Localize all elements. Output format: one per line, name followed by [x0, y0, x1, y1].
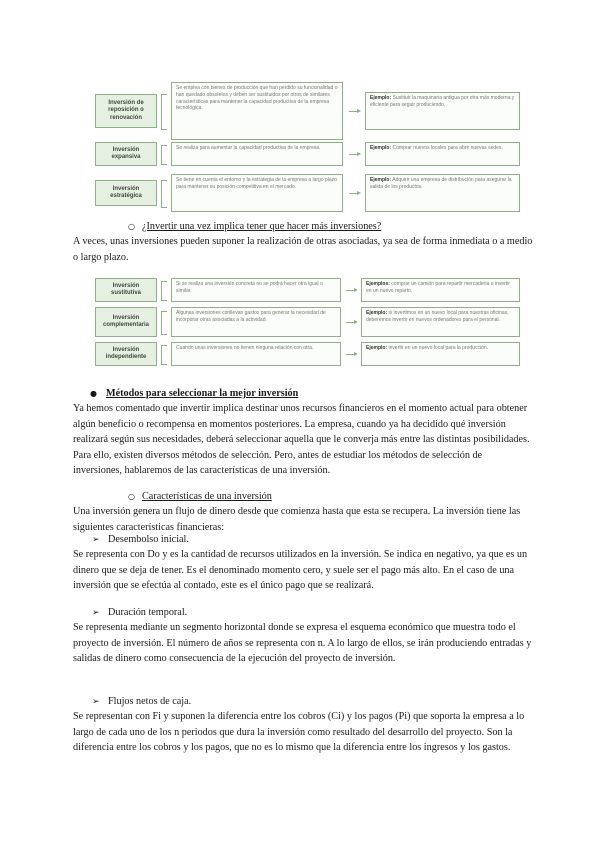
heading-text: Métodos para seleccionar la mejor inversión: [106, 388, 299, 399]
circle-bullet-icon: ○: [128, 222, 135, 231]
item-title: Duración temporal.: [108, 607, 188, 618]
diagram-label: Inversión estratégica: [95, 180, 157, 206]
section-heading-methods: [90, 386, 298, 401]
item-title: Desembolso inicial.: [108, 534, 189, 545]
arrow-connector: [346, 322, 356, 323]
arrowhead-icon: ➢: [92, 608, 100, 618]
example-text: Adquirir una empresa de distribución para asegurar la salida de los productos.: [370, 177, 512, 190]
connector: [161, 311, 167, 335]
diagram-example: [361, 342, 520, 366]
item-duracion: [92, 605, 187, 621]
diagram-description: Se realiza para aumentar la capacidad productiva de la empresa.: [171, 142, 343, 166]
example-title: Ejemplo:: [370, 145, 392, 151]
example-text: Sustituir la maquinaria antigua por otra más moderna y eficiente para seguir produciendo.: [370, 95, 515, 108]
diagram-label: Inversión sustitutiva: [95, 278, 157, 302]
paragraph-characteristics: Una inversión genera un flujo de dinero desde que comienza hasta que esta se recupera. La inversión tiene las siguientes características financieras:: [73, 506, 521, 533]
paragraph-methods: Ya hemos comentado que invertir implica destinar unos recursos financieros en el momento actual para obtener algún beneficio o recompensa en momentos posteriores. La empresa, cuando ya ha decidido qué inversión realizará según sus necesidades, deberá seleccionar aquella que le converja más entre las distintas posibilidades. Para ello, existen diversos métodos de selección. Pero, antes de estudiar los métodos de selección de inversiones, hablaremos de las características de una inversión.: [73, 403, 530, 476]
item-desembolso: [92, 532, 189, 548]
diagram-row-independiente: [95, 342, 520, 366]
diagram-label: Inversión expansiva: [95, 142, 157, 166]
paragraph-question: A veces, unas inversiones pueden suponer la realización de otras asociadas, ya sea de forma inmediata o a medio o largo plazo.: [73, 236, 533, 263]
item-title: Flujos netos de caja.: [108, 696, 192, 707]
subheading-text: ¿Invertir una vez implica tener que hacer más inversiones?: [142, 221, 382, 232]
diagram-description: Algunas inversiones conllevan gastos para generar la necesidad de incorporar otras asociadas a la actividad.: [171, 307, 341, 337]
diagram-row-sustitutiva: [95, 278, 520, 302]
example-title: Ejemplo:: [370, 95, 392, 101]
investment-types-diagram: [95, 82, 520, 212]
connector: [161, 281, 167, 301]
diagram-description: Si se realiza una inversión concreta no se podrá hacer otra igual o similar.: [171, 278, 341, 302]
diagram-description: Cuando unas inversiones no tienen ninguna relación con otra.: [171, 342, 341, 366]
paragraph-duracion: Se representa mediante un segmento horizontal donde se expresa el esquema económico que muestra todo el proyecto de inversión. El número de años se representa con n. A lo largo de ellos, se irán produciendo entradas y salidas de dinero como consecuencia de la ejecución del proyecto de inversión.: [73, 622, 532, 664]
item-flujos: [92, 694, 191, 710]
circle-bullet-icon: ○: [128, 492, 135, 501]
arrow-connector: [349, 193, 359, 194]
subheading-text: Características de una inversión: [142, 491, 272, 502]
diagram-example: [361, 307, 520, 337]
example-text: Comprar nuevos locales para abrir nuevas sedes.: [392, 145, 503, 151]
example-title: Ejemplo:: [370, 177, 392, 183]
example-title: Ejemplos:: [366, 281, 390, 287]
connector: [161, 180, 167, 208]
paragraph-flujos: Se representan con Fi y suponen la diferencia entre los cobros (Ci) y los pagos (Pi) que soporta la empresa a lo largo de cada uno de los n periodos que dura la inversión como resultado del desarrollo del proyecto. Son la diferencia entre los cobros y los pagos, que no es lo mismo que la diferencia entre los ingresos y los gastos.: [73, 711, 525, 753]
subheading-characteristics: [128, 489, 272, 504]
arrow-connector: [349, 154, 359, 155]
diagram-row-reposicion: [95, 82, 520, 140]
diagram-example: [361, 278, 520, 302]
example-text: invertir en un nuevo local para la producción.: [388, 345, 489, 351]
connector: [161, 94, 167, 130]
arrow-connector: [346, 354, 356, 355]
diagram-description: Se emplea con bienes de producción que han perdido su funcionalidad o han quedado obsoletos y deben ser sustituidos por otros de similares características para mantener la capacidad productiva de la empresa tecnológica.: [171, 82, 343, 140]
subheading-question: [128, 219, 381, 234]
diagram-label: Inversión independiente: [95, 342, 157, 366]
arrowhead-icon: ➢: [92, 535, 100, 545]
diagram-example: [365, 142, 520, 166]
diagram-label: Inversión de reposición o renovación: [95, 94, 157, 128]
example-text: comprar un camión para repartir mercadería o invertir en un nuevo reparto.: [366, 281, 510, 294]
paragraph-desembolso: Se representa con Do y es la cantidad de recursos utilizados en la inversión. Se indica en negativo, ya que es un dinero que se deja de tener. Es el denominado momento cero, y suele ser el pago más alto. En el caso de una inversión que se efectúa al contado, este es el único pago que se realizará.: [73, 549, 528, 591]
arrow-connector: [349, 111, 359, 112]
diagram-row-estrategica: [95, 174, 520, 212]
example-title: Ejemplo:: [366, 345, 388, 351]
arrowhead-icon: ➢: [92, 697, 100, 707]
diagram-label: Inversión complementaria: [95, 307, 157, 337]
connector: [161, 145, 167, 165]
diagram-example: [365, 174, 520, 212]
diagram-row-complementaria: [95, 307, 520, 337]
example-text: si invertimos en un nuevo local para nuestras oficinas, deberemos invertir en nuevos ordenadores para el personal.: [366, 310, 509, 323]
bullet-icon: ●: [90, 389, 97, 398]
example-title: Ejemplo:: [366, 310, 388, 316]
diagram-row-expansiva: [95, 142, 520, 168]
diagram-example: [365, 92, 520, 130]
arrow-connector: [346, 290, 356, 291]
connector: [161, 345, 167, 365]
diagram-description: Se tiene en cuenta el entorno y la estrategia de la empresa a largo plazo para mantener su posición competitiva en el mercado.: [171, 174, 343, 212]
investment-relations-diagram: [95, 278, 520, 366]
